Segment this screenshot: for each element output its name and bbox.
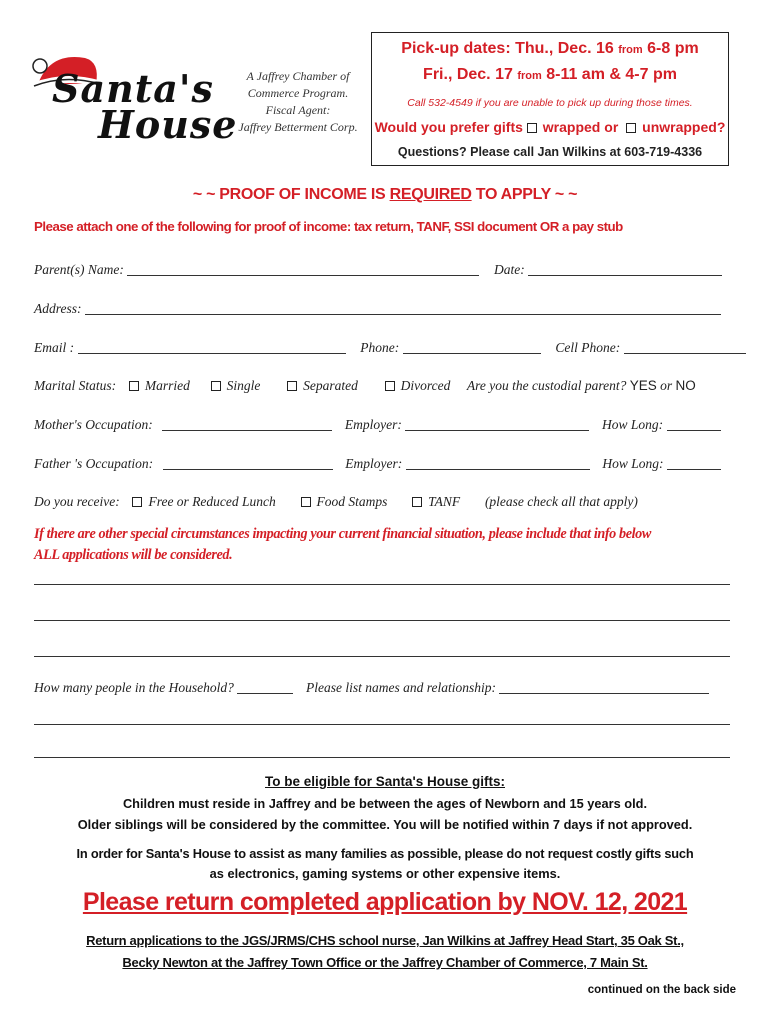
- fathers-occupation-label: Father 's Occupation:: [34, 456, 154, 471]
- free-lunch-checkbox[interactable]: [132, 497, 142, 507]
- food-stamps-checkbox[interactable]: [301, 497, 311, 507]
- date-field[interactable]: [528, 262, 722, 276]
- proof-title-a: ~ ~ PROOF OF INCOME IS: [192, 186, 390, 203]
- custodial-question: Are you the custodial parent?: [466, 378, 627, 393]
- return-line-2: Becky Newton at the Jaffrey Town Office or the Jaffrey Chamber of Commerce, 7 Main St.: [122, 955, 648, 970]
- logo-text-house: House: [98, 102, 238, 147]
- yes-option[interactable]: YES: [629, 378, 657, 393]
- row-marital: [34, 378, 696, 394]
- pickup-box: [371, 32, 729, 166]
- special-circumstances-note: [34, 524, 738, 566]
- org-line: Jaffrey Betterment Corp.: [238, 120, 358, 134]
- row-parents: [34, 262, 722, 278]
- or-word: or: [600, 119, 623, 135]
- row-mother: [34, 417, 721, 433]
- how-long-label: How Long:: [601, 417, 664, 432]
- email-label: Email :: [34, 340, 75, 355]
- special-line-1: If there are other special circumstances impacting your current financial situation, please include that info below: [34, 526, 651, 542]
- date-label: Date:: [493, 262, 525, 277]
- divorced-label: Divorced: [400, 378, 451, 393]
- proof-title: [0, 186, 770, 204]
- separated-checkbox[interactable]: [287, 381, 297, 391]
- from-word: from: [517, 70, 542, 82]
- proof-title-required: REQUIRED: [389, 186, 472, 203]
- list-names-field[interactable]: [499, 680, 709, 694]
- from-word: from: [618, 44, 643, 56]
- marital-status-label: Marital Status:: [34, 378, 117, 393]
- questions-contact: Questions? Please call Jan Wilkins at 603-719-4336: [397, 145, 703, 159]
- unwrapped-checkbox[interactable]: [626, 123, 636, 133]
- list-names-label: Please list names and relationship:: [305, 680, 496, 695]
- tanf-checkbox[interactable]: [412, 497, 422, 507]
- pickup-line-2: [372, 66, 728, 84]
- fathers-occupation-field[interactable]: [163, 456, 333, 470]
- gift-question: Would you prefer gifts: [374, 119, 527, 135]
- married-label: Married: [144, 378, 190, 393]
- separated-label: Separated: [303, 378, 358, 393]
- household-count-field[interactable]: [237, 680, 293, 694]
- return-deadline: Please return completed application by NOV. 12, 2021: [82, 888, 688, 916]
- logo-text-santas: Santa's: [52, 66, 214, 111]
- wrapped-label: wrapped: [542, 119, 601, 135]
- mothers-how-long-field[interactable]: [667, 417, 721, 431]
- divorced-checkbox[interactable]: [385, 381, 395, 391]
- check-all-note: (please check all that apply): [484, 494, 638, 509]
- mothers-occupation-field[interactable]: [162, 417, 332, 431]
- pickup-time-fri: 8-11 am & 4-7 pm: [541, 66, 677, 83]
- mothers-employer-field[interactable]: [405, 417, 589, 431]
- receive-label: Do you receive:: [34, 494, 120, 509]
- pickup-call-note: Call 532-4549 if you are unable to pick up during those times.: [407, 97, 693, 109]
- phone-label: Phone:: [360, 340, 400, 355]
- org-info: [228, 68, 368, 136]
- tanf-label: TANF: [428, 494, 461, 509]
- proof-title-b: TO APPLY ~ ~: [471, 186, 578, 203]
- cell-phone-field[interactable]: [624, 340, 746, 354]
- household-label: How many people in the Household?: [34, 680, 234, 695]
- single-checkbox[interactable]: [211, 381, 221, 391]
- fathers-employer-field[interactable]: [406, 456, 590, 470]
- gift-preference: [372, 119, 728, 135]
- santas-house-logo: [30, 44, 238, 154]
- proof-subtitle: Please attach one of the following for proof of income: tax return, TANF, SSI document OR a pay stub: [34, 219, 623, 234]
- cell-phone-label: Cell Phone:: [555, 340, 621, 355]
- parents-name-field[interactable]: [127, 262, 479, 276]
- row-contact: [34, 340, 746, 356]
- eligibility-line-2: Older siblings will be considered by the committee. You will be notified within 7 days if not approved.: [77, 817, 693, 832]
- pickup-time-thu: 6-8 pm: [642, 40, 699, 57]
- row-household: [34, 680, 709, 696]
- mothers-occupation-label: Mother's Occupation:: [34, 417, 153, 432]
- answer-line[interactable]: [34, 584, 730, 585]
- row-father: [34, 456, 721, 472]
- fathers-how-long-field[interactable]: [667, 456, 721, 470]
- row-receive: [34, 494, 638, 510]
- parents-name-label: Parent(s) Name:: [34, 262, 124, 277]
- food-stamps-label: Food Stamps: [316, 494, 388, 509]
- unwrapped-label: unwrapped?: [642, 119, 726, 135]
- eligibility-line-4: as electronics, gaming systems or other expensive items.: [209, 866, 561, 881]
- no-option[interactable]: NO: [675, 378, 696, 393]
- eligibility-heading: To be eligible for Santa's House gifts:: [265, 774, 505, 789]
- address-label: Address:: [34, 301, 82, 316]
- return-line-1: Return applications to the JGS/JRMS/CHS school nurse, Jan Wilkins at Jaffrey Head Start, 35 Oak St.,: [86, 933, 684, 948]
- employer-label: Employer:: [344, 417, 402, 432]
- eligibility-line-1: Children must reside in Jaffrey and be between the ages of Newborn and 15 years old.: [122, 796, 648, 811]
- eligibility-line-3: In order for Santa's House to assist as many families as possible, please do not request costly gifts such: [76, 846, 694, 861]
- pickup-dates-fri: Fri., Dec. 17: [423, 66, 518, 83]
- or-word: or: [660, 378, 673, 393]
- special-line-2: ALL applications will be considered.: [34, 547, 233, 563]
- pickup-dates-thu: Pick-up dates: Thu., Dec. 16: [401, 40, 619, 57]
- email-field[interactable]: [78, 340, 346, 354]
- how-long-label: How Long:: [602, 456, 664, 471]
- org-line: Fiscal Agent:: [265, 103, 331, 117]
- org-line: Commerce Program.: [247, 86, 349, 100]
- phone-field[interactable]: [403, 340, 541, 354]
- answer-line[interactable]: [34, 656, 730, 657]
- answer-line[interactable]: [34, 724, 730, 725]
- org-line: A Jaffrey Chamber of: [246, 69, 350, 83]
- row-address: [34, 301, 721, 317]
- free-lunch-label: Free or Reduced Lunch: [148, 494, 276, 509]
- answer-line[interactable]: [34, 620, 730, 621]
- pickup-line-1: [372, 40, 728, 58]
- answer-line[interactable]: [34, 757, 730, 758]
- address-field[interactable]: [85, 301, 721, 315]
- continued-note: continued on the back side: [587, 984, 736, 996]
- single-label: Single: [226, 378, 261, 393]
- wrapped-checkbox[interactable]: [527, 123, 537, 133]
- employer-label: Employer:: [345, 456, 403, 471]
- married-checkbox[interactable]: [129, 381, 139, 391]
